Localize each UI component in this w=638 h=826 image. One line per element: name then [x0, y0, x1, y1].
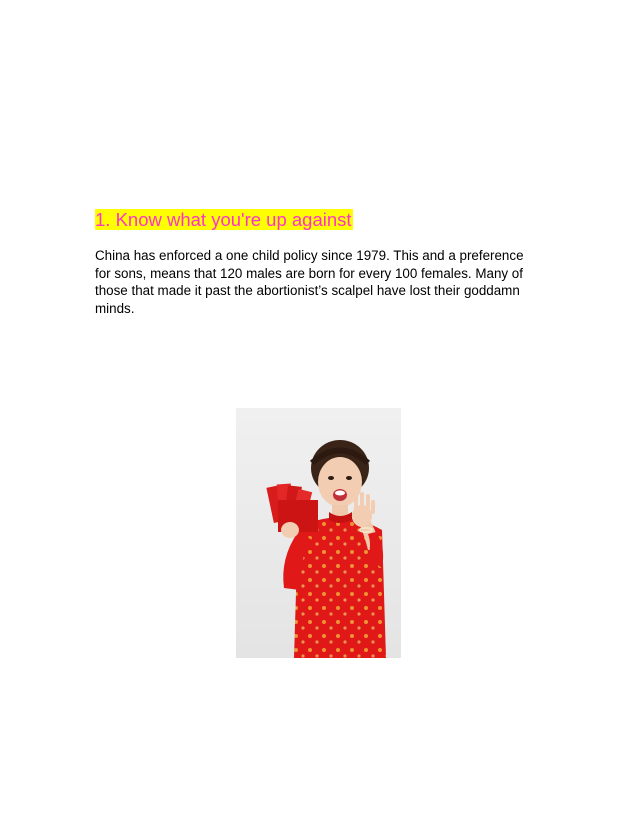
section-heading: [95, 209, 353, 231]
section-heading-text: 1. Know what you're up against: [95, 209, 352, 230]
woman-in-qipao-photo: [236, 408, 401, 658]
body-line: China has enforced a one child policy since 1979. This and a preference: [95, 248, 524, 263]
body-line: minds.: [95, 300, 135, 316]
body-line: for sons, means that 120 males are born for every 100 females. Many of: [95, 265, 523, 281]
body-line: those that made it past the abortionist’s scalpel have lost their goddamn: [95, 283, 520, 298]
body-paragraph: [95, 247, 575, 317]
